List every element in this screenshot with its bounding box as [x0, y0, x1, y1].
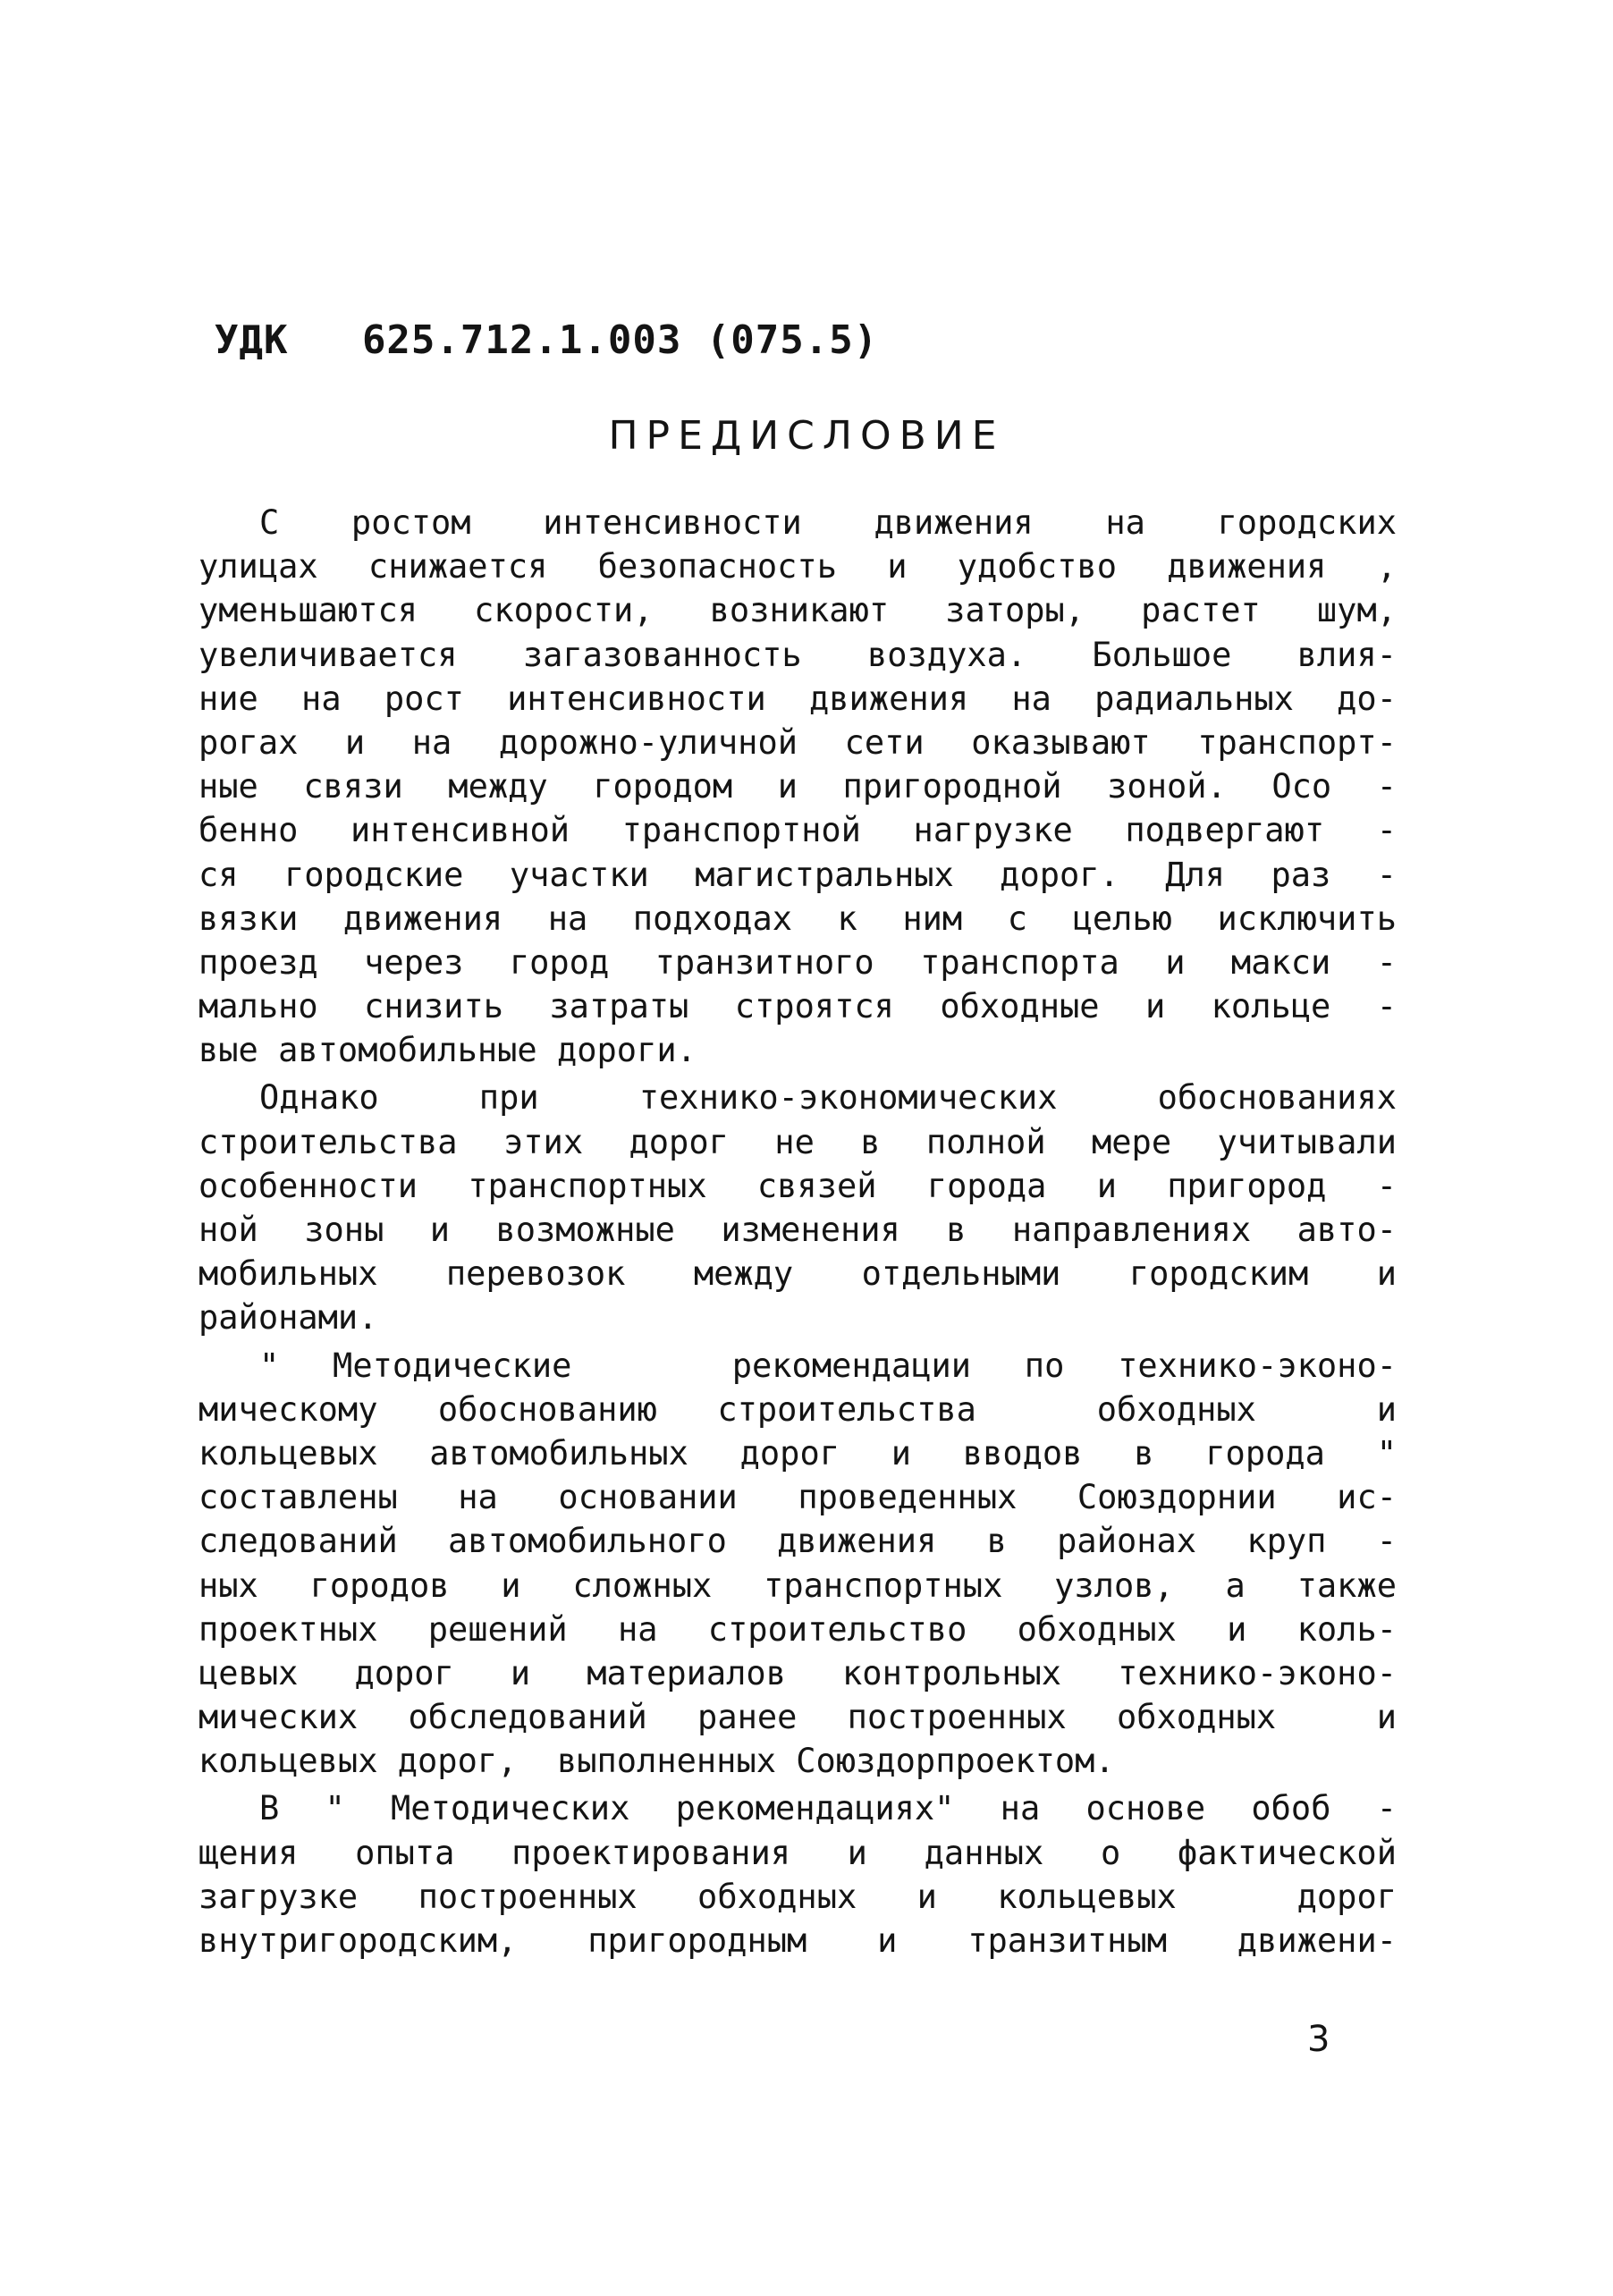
text-line: " Методические рекомендации по технико-эконо- [259, 1346, 1397, 1385]
text-line: увеличивается загазованность воздуха. Большое влия- [198, 635, 1397, 674]
text-line: улицах снижается безопасность и удобство движения , [198, 547, 1397, 587]
text-line: ные связи между городом и пригородной зоной. Осо - [198, 767, 1397, 806]
text-line: кольцевых дорог, выполненных Союздорпроектом. [198, 1742, 1115, 1781]
text-line: проектных решений на строительство обходных и коль- [198, 1609, 1397, 1649]
text-line: цевых дорог и материалов контрольных технико-эконо- [198, 1653, 1397, 1692]
text-line: кольцевых автомобильных дорог и вводов в города " [198, 1433, 1397, 1473]
body-text [198, 501, 1397, 1966]
text-line: мических обследований ранее построенных обходных и [198, 1698, 1397, 1737]
text-line: щения опыта проектирования и данных о фактической [198, 1833, 1397, 1872]
text-line: ных городов и сложных транспортных узлов, а также [198, 1566, 1397, 1605]
text-line: мобильных перевозок между отдельными городским и [198, 1254, 1397, 1294]
text-line: мально снизить затраты строятся обходные и кольце - [198, 987, 1397, 1026]
text-line: внутригородским, пригородным и транзитным движени- [198, 1921, 1397, 1960]
paragraph-4 [198, 1786, 1397, 1963]
text-line: загрузке построенных обходных и кольцевых дорог [198, 1877, 1397, 1916]
text-line: составлены на основании проведенных Союздорнии ис- [198, 1478, 1397, 1517]
paragraph-3 [198, 1344, 1397, 1784]
text-line: строительства этих дорог не в полной мере учитывали [198, 1122, 1397, 1161]
page-title: ПРЕДИСЛОВИЕ [608, 413, 1005, 459]
text-line: уменьшаются скорости, возникают заторы, растет шум, [198, 591, 1397, 630]
text-line: ние на рост интенсивности движения на радиальных до- [198, 679, 1397, 718]
paragraph-2 [198, 1076, 1397, 1339]
text-line: рогах и на дорожно-уличной сети оказывают транспорт- [198, 722, 1397, 762]
text-line: районами. [198, 1298, 378, 1338]
text-line: проезд через город транзитного транспорта и макси - [198, 942, 1397, 982]
paragraph-1 [198, 501, 1397, 1072]
udk-classification: УДК 625.712.1.003 (075.5) [215, 317, 879, 363]
text-line: бенно интенсивной транспортной нагрузке подвергают - [198, 811, 1397, 850]
text-line: следований автомобильного движения в районах круп - [198, 1522, 1397, 1561]
page-number: 3 [1307, 2019, 1330, 2060]
text-line: Однако при технико-экономических обоснованиях [259, 1078, 1397, 1118]
text-line: ся городские участки магистральных дорог. Для раз - [198, 855, 1397, 894]
text-line: особенности транспортных связей города и пригород - [198, 1166, 1397, 1205]
text-line: ной зоны и возможные изменения в направлениях авто- [198, 1211, 1397, 1249]
text-line: вые автомобильные дороги. [198, 1031, 697, 1070]
text-line: вязки движения на подходах к ним с целью исключить [198, 899, 1397, 938]
text-line: С ростом интенсивности движения на городских [259, 503, 1397, 542]
text-line: мическому обоснованию строительства обходных и [198, 1389, 1397, 1429]
text-line: В " Методических рекомендациях" на основе обоб - [259, 1789, 1397, 1828]
